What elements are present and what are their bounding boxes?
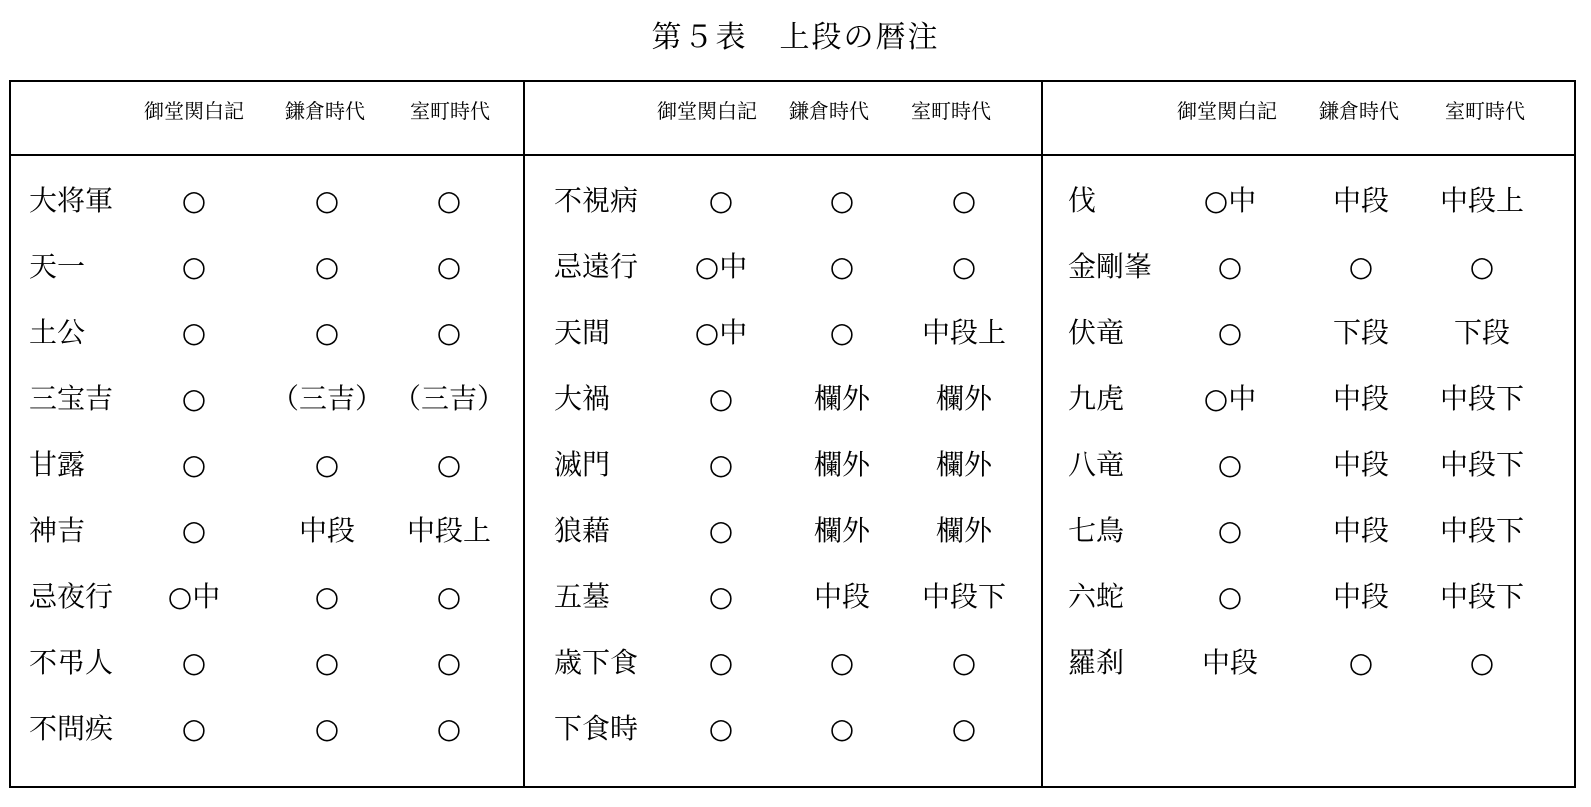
calendar-notes-table xyxy=(9,80,1576,788)
table-cell: ○ xyxy=(436,184,462,217)
column-header-row xyxy=(1042,80,1576,154)
row-label: 天間 xyxy=(554,316,611,349)
table-cell: ○ xyxy=(181,514,207,547)
column-header: 鎌倉時代 xyxy=(1319,99,1399,123)
row-label: 土公 xyxy=(29,316,86,349)
table-row xyxy=(9,696,524,762)
table-row xyxy=(9,630,524,696)
table-cell: ○ xyxy=(436,250,462,283)
table-cell: ○ xyxy=(1469,646,1495,679)
table-cell: ○ xyxy=(314,184,340,217)
table-row xyxy=(9,234,524,300)
table-row xyxy=(524,498,1042,564)
table-row xyxy=(1042,432,1576,498)
table-cell: ○ xyxy=(829,712,855,745)
column-header: 御堂関白記 xyxy=(657,99,757,123)
table-cell: ○ xyxy=(829,646,855,679)
row-label: 七鳥 xyxy=(1068,514,1125,547)
table-cell: 中段上 xyxy=(1439,184,1524,217)
column-header-row xyxy=(524,80,1042,154)
table-cell: 欄外 xyxy=(813,514,870,547)
row-label: 下食時 xyxy=(554,712,639,745)
table-row xyxy=(524,432,1042,498)
table-row xyxy=(1042,300,1576,366)
column-header: 御堂関白記 xyxy=(1177,99,1277,123)
row-label: 伏竜 xyxy=(1068,316,1125,349)
table-cell: ○ xyxy=(1217,316,1243,349)
column-header: 室町時代 xyxy=(1445,99,1525,123)
row-label: 大禍 xyxy=(554,382,611,415)
table-cell: ○ xyxy=(708,382,734,415)
table-cell: 中段上 xyxy=(921,316,1006,349)
table-cell: ○ xyxy=(1217,250,1243,283)
table-cell: ○ xyxy=(181,448,207,481)
row-label: 不問疾 xyxy=(29,712,114,745)
table-cell: 中段 xyxy=(1332,448,1389,481)
row-label: 不弔人 xyxy=(29,646,114,679)
table-cell: ○ xyxy=(1469,250,1495,283)
table-cell: ○ xyxy=(181,250,207,283)
table-cell: ○中 xyxy=(1203,184,1257,217)
table-cell: 中段 xyxy=(813,580,870,613)
table-cell: 中段下 xyxy=(1439,448,1524,481)
column-header: 室町時代 xyxy=(911,99,991,123)
row-label: 歳下食 xyxy=(554,646,639,679)
row-label: 忌遠行 xyxy=(554,250,639,283)
table-cell: ○ xyxy=(181,382,207,415)
table-cell: ○ xyxy=(951,646,977,679)
row-label: 三宝吉 xyxy=(29,382,114,415)
table-cell: ○ xyxy=(181,316,207,349)
table-row xyxy=(1042,564,1576,630)
column-header: 御堂関白記 xyxy=(144,99,244,123)
row-label: 大将軍 xyxy=(29,184,114,217)
table-cell: ○ xyxy=(314,580,340,613)
table-cell: ○ xyxy=(951,250,977,283)
table-cell: 中段 xyxy=(298,514,355,547)
row-label: 忌夜行 xyxy=(29,580,114,613)
table-cell: 欄外 xyxy=(935,382,992,415)
table-cell: ○ xyxy=(708,184,734,217)
table-cell: 中段下 xyxy=(921,580,1006,613)
row-label: 金剛峯 xyxy=(1068,250,1153,283)
row-label: 不視病 xyxy=(554,184,639,217)
row-label: 伐 xyxy=(1068,184,1097,217)
row-label: 狼藉 xyxy=(554,514,611,547)
table-cell: 欄外 xyxy=(813,382,870,415)
table-panel-2 xyxy=(524,80,1042,788)
table-cell: ○ xyxy=(314,646,340,679)
table-cell: ○ xyxy=(181,712,207,745)
table-row xyxy=(9,366,524,432)
table-row xyxy=(9,432,524,498)
row-label: 神吉 xyxy=(29,514,86,547)
table-cell: 中段上 xyxy=(406,514,491,547)
table-cell: （三吉） xyxy=(270,382,383,415)
table-cell: ○ xyxy=(181,646,207,679)
table-panel-3 xyxy=(1042,80,1576,788)
row-label: 羅刹 xyxy=(1068,646,1125,679)
column-header: 鎌倉時代 xyxy=(789,99,869,123)
table-cell: ○ xyxy=(436,448,462,481)
table-cell: ○ xyxy=(1217,448,1243,481)
table-cell: ○ xyxy=(708,580,734,613)
table-cell: ○ xyxy=(1348,250,1374,283)
table-cell: ○ xyxy=(1217,514,1243,547)
table-cell: 下段 xyxy=(1332,316,1389,349)
table-row xyxy=(524,234,1042,300)
column-header: 鎌倉時代 xyxy=(285,99,365,123)
table-cell: ○ xyxy=(708,646,734,679)
table-cell: ○ xyxy=(436,316,462,349)
table-cell: ○ xyxy=(314,316,340,349)
table-row xyxy=(524,564,1042,630)
table-row xyxy=(1042,168,1576,234)
table-cell: ○ xyxy=(708,448,734,481)
table-cell: 下段 xyxy=(1453,316,1510,349)
table-cell: 中段 xyxy=(1332,382,1389,415)
table-cell: ○中 xyxy=(167,580,221,613)
table-cell: ○ xyxy=(829,316,855,349)
table-cell: （三吉） xyxy=(392,382,505,415)
table-cell: ○ xyxy=(436,646,462,679)
table-cell: ○ xyxy=(314,712,340,745)
table-row xyxy=(524,366,1042,432)
table-cell: 欄外 xyxy=(935,448,992,481)
table-cell: ○中 xyxy=(694,250,748,283)
table-cell: 欄外 xyxy=(935,514,992,547)
table-row xyxy=(524,696,1042,762)
table-cell: ○ xyxy=(951,712,977,745)
table-row xyxy=(9,300,524,366)
table-cell: 中段下 xyxy=(1439,382,1524,415)
table-cell: ○ xyxy=(314,250,340,283)
table-cell: ○ xyxy=(708,712,734,745)
table-row xyxy=(1042,498,1576,564)
table-cell: ○ xyxy=(829,184,855,217)
table-title: 第５表 上段の暦注 xyxy=(651,20,940,55)
row-label: 甘露 xyxy=(29,448,86,481)
column-header-row xyxy=(9,80,524,154)
table-cell: ○ xyxy=(314,448,340,481)
table-cell: 中段 xyxy=(1201,646,1258,679)
column-header: 室町時代 xyxy=(410,99,490,123)
table-cell: ○ xyxy=(829,250,855,283)
table-cell: ○中 xyxy=(1203,382,1257,415)
row-label: 八竜 xyxy=(1068,448,1125,481)
table-panel-1 xyxy=(9,80,524,788)
table-cell: 中段 xyxy=(1332,580,1389,613)
table-cell: 中段 xyxy=(1332,514,1389,547)
table-cell: 中段下 xyxy=(1439,514,1524,547)
table-cell: ○中 xyxy=(694,316,748,349)
row-label: 六蛇 xyxy=(1068,580,1125,613)
table-row xyxy=(524,168,1042,234)
table-row xyxy=(1042,630,1576,696)
table-cell: ○ xyxy=(708,514,734,547)
table-cell: 中段下 xyxy=(1439,580,1524,613)
row-label: 滅門 xyxy=(554,448,611,481)
table-row xyxy=(9,168,524,234)
table-cell: ○ xyxy=(436,712,462,745)
table-cell: ○ xyxy=(436,580,462,613)
table-row xyxy=(1042,234,1576,300)
table-row xyxy=(9,498,524,564)
table-cell: ○ xyxy=(1217,580,1243,613)
table-cell: ○ xyxy=(181,184,207,217)
table-row xyxy=(524,630,1042,696)
table-row xyxy=(1042,366,1576,432)
row-label: 九虎 xyxy=(1068,382,1125,415)
table-row xyxy=(524,300,1042,366)
row-label: 天一 xyxy=(29,250,86,283)
table-cell: ○ xyxy=(951,184,977,217)
table-cell: 欄外 xyxy=(813,448,870,481)
table-cell: ○ xyxy=(1348,646,1374,679)
row-label: 五墓 xyxy=(554,580,611,613)
table-cell: 中段 xyxy=(1332,184,1389,217)
table-row xyxy=(9,564,524,630)
